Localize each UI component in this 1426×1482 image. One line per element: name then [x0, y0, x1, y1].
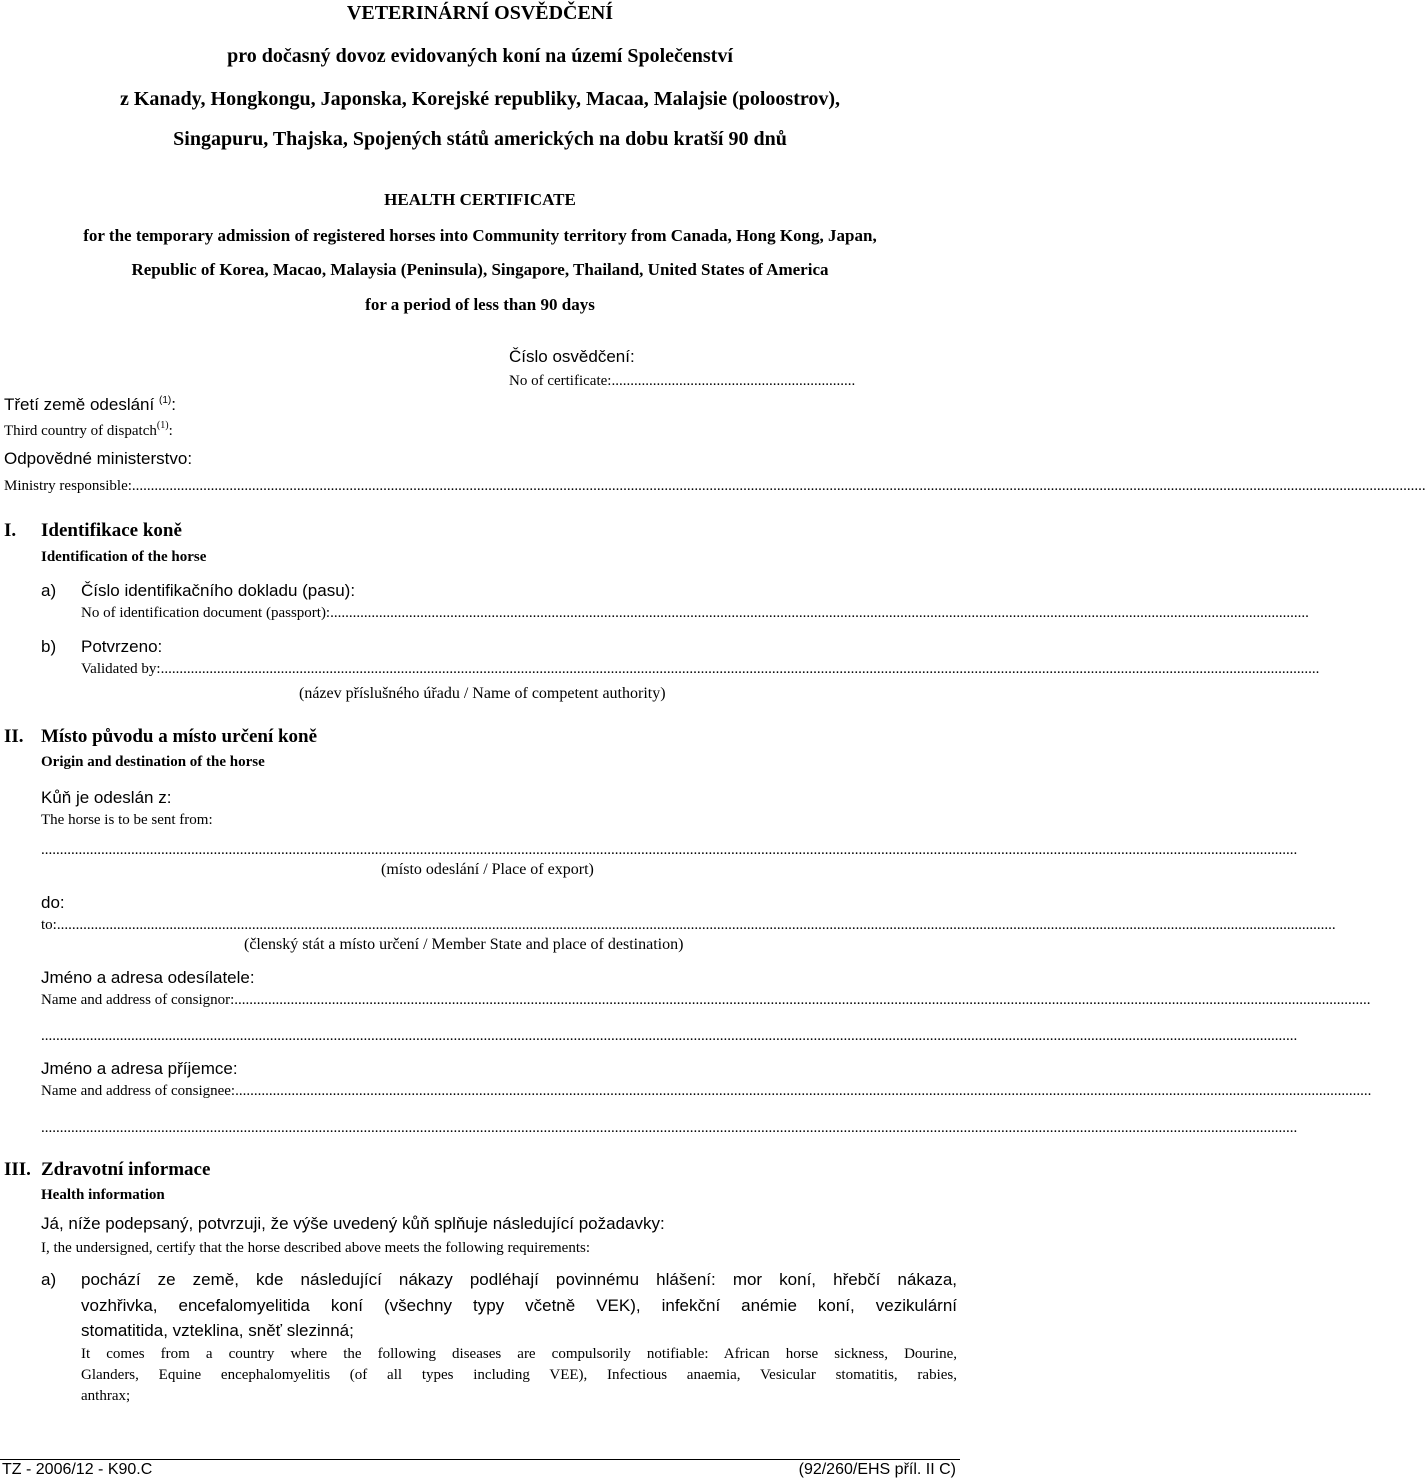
dot-leader: ............................................................................................................................................................................................................................................................................................................ — [245, 992, 1371, 1008]
section3-a-cz-line2: vozhřivka, encefalomyelitida koní (všechny typy včetně VEK), infekční anémie koní, vezikulární — [81, 1296, 957, 1315]
third-country-label-cz: Třetí země odeslání $^{(1)}$: — [4, 395, 176, 414]
title-en-line2: Republic of Korea, Macao, Malaysia (Peninsula), Singapore, Thailand, United States of America — [131, 260, 829, 279]
consignee-field-line2[interactable]: ............................................................................................................................................................................................................................................................................................................................................... — [41, 1120, 1298, 1136]
section3-a-label: a) — [41, 1270, 57, 1289]
section3-a-en-line2: Glanders, Equine encephalomyelitis (of all types including VEE), Infectious anaemia, Vesicular stomatitis, rabies, — [81, 1367, 957, 1383]
dot-leader: .............................................................. — [622, 373, 856, 389]
cert-no-label-cz: Číslo osvědčení: — [509, 347, 635, 366]
section3-a-cz-line1: pochází ze země, kde následující nákazy podléhají povinnému hlášení: mor koní, hřebčí nákaza, — [81, 1270, 957, 1289]
footer-left: TZ - 2006/12 - K90.C — [2, 1461, 153, 1478]
consignee-field[interactable]: Name and address of consignee:............................................................................................................................................................................................................................................................................................................... — [41, 1083, 1372, 1099]
title-cz-line1: pro dočasný dovoz evidovaných koní na území Společenství — [227, 45, 733, 67]
section1-number: I. — [4, 520, 17, 541]
section2-number: II. — [4, 726, 24, 747]
to-field[interactable]: to:..................................................................................................................................................................................................................................................................................................................................................... — [41, 917, 1336, 933]
passport-field[interactable]: No of identification document (passport):..................................................................................................................................................................................................................................................................... — [81, 605, 1309, 621]
footer-right: (92/260/EHS příl. II C) — [798, 1461, 956, 1478]
validated-field[interactable]: Validated by:..................................................................................................................................................................................................................................................................................................................... — [81, 661, 1320, 677]
to-label-cz: do: — [41, 893, 65, 912]
section3-number: III. — [4, 1159, 31, 1180]
section3-a-en-line3: anthrax; — [81, 1388, 131, 1404]
section2-title-cz: Místo původu a místo určení koně — [41, 726, 318, 747]
sent-from-label-cz: Kůň je odeslán z: — [41, 788, 172, 807]
dot-leader: ...................................................................................................................................................................................................................................................................................................................................................... — [143, 478, 1426, 494]
to-note: (členský stát a místo určení / Member State and place of destination) — [244, 936, 684, 953]
title-en-line3: for a period of less than 90 days — [365, 295, 595, 314]
third-country-label-en[interactable]: Third country of dispatch$^{(1)}$: — [4, 420, 173, 439]
title-en-line1: for the temporary admission of registered horses into Community territory from Canada, Hong Kong, Japan, — [83, 226, 877, 245]
section1-b-label: b) — [41, 637, 57, 656]
sent-from-field[interactable]: ............................................................................................................................................................................................................................................................................................................................................... — [41, 842, 1298, 858]
sent-from-note: (místo odeslání / Place of export) — [381, 861, 594, 878]
consignor-label-cz: Jméno a adresa odesílatele: — [41, 968, 255, 987]
dot-leader: ............................................................................................................................................................................................................................................................................................................ — [246, 1083, 1372, 1099]
consignor-field-line2[interactable]: ............................................................................................................................................................................................................................................................................................................................................... — [41, 1028, 1298, 1044]
sent-from-label-en: The horse is to be sent from: — [41, 812, 213, 828]
section1-a-label: a) — [41, 581, 57, 600]
section1-title-en: Identification of the horse — [41, 549, 207, 565]
section3-intro-cz: Já, níže podepsaný, potvrzuji, že výše uvedený kůň splňuje následující požadavky: — [41, 1214, 665, 1233]
dot-leader: .................................................................................................................................................................................................................................................................................................................. — [171, 661, 1320, 677]
title-en-heading: HEALTH CERTIFICATE — [384, 190, 576, 209]
title-cz-line2: z Kanady, Hongkongu, Japonska, Korejské republiky, Macaa, Malajsie (poloostrov), — [119, 88, 841, 110]
footer-rule — [0, 1459, 960, 1460]
title-cz-heading: VETERINÁRNÍ OSVĚDČENÍ — [346, 2, 614, 24]
section3-title-en: Health information — [41, 1187, 165, 1203]
ministry-label-cz: Odpovědné ministerstvo: — [4, 449, 193, 468]
cert-no-field[interactable]: No of certificate:................................................................. — [509, 373, 856, 389]
section1-title-cz: Identifikace koně — [41, 520, 182, 541]
dot-leader: .................................................................................................................................................................................................................................................................................................................................................. — [68, 917, 1336, 933]
section3-title-cz: Zdravotní informace — [41, 1159, 211, 1180]
consignor-field[interactable]: Name and address of consignor:............................................................................................................................................................................................................................................................................................................... — [41, 992, 1371, 1008]
title-cz-line3: Singapuru, Thajska, Spojených států amerických na dobu kratší 90 dnů — [173, 128, 787, 150]
validated-label-cz: Potvrzeno: — [81, 637, 163, 656]
section3-a-cz-line3: stomatitida, vzteklina, sněť slezinná; — [81, 1321, 354, 1340]
dot-leader: .................................................................................................................................................................................................................................................................. — [341, 605, 1309, 621]
ministry-field[interactable]: Ministry responsible:......................................................................................................................................................................................................................................................................................................................................................... — [4, 478, 1426, 494]
section3-intro-en: I, the undersigned, certify that the horse described above meets the following requirements: — [41, 1240, 590, 1256]
section2-title-en: Origin and destination of the horse — [41, 754, 265, 770]
validated-note: (název příslušného úřadu / Name of competent authority) — [299, 685, 666, 702]
section3-a-en-line1: It comes from a country where the following diseases are compulsorily notifiable: African horse sickness, Dourine, — [81, 1346, 957, 1362]
passport-label-cz: Číslo identifikačního dokladu (pasu): — [81, 581, 356, 600]
consignee-label-cz: Jméno a adresa příjemce: — [41, 1059, 238, 1078]
